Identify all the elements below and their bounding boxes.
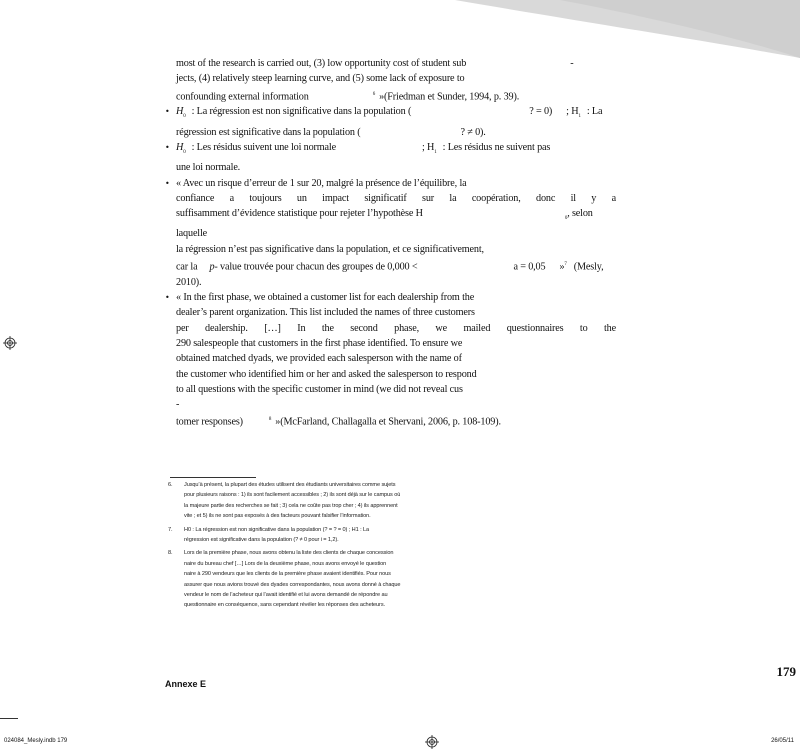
- footnote-8: 8. Lors de la première phase, nous avons obtenu la liste des clients de chaque concession naire du bureau chef […] Lors de la deuxième phase, nous avons envoyé le question naire à 290 vendeurs que les clients de la première phase avaient identifiés. Pour nous assurer que nous avions trouvé des dyades correspondantes, nous avons donné à chaque vendeur le nom de l’acheteur qui l’avait identifié et lui avons demandé de répondre au questionnaire en conséquence, sans cependant révéler les réponses des acheteurs.: [168, 550, 401, 609]
- quote-mcfarland: • « In the first phase, we obtained a customer list for each dealership from the: [164, 290, 616, 305]
- footnotes: [168, 480, 608, 611]
- quote-continuation: most of the research is carried out, (3) low opportunity cost of student sub - jects, (4) relatively steep learning curve, and (5) some lack of exposure to confounding external information $^6$ »(Friedman et Sunder, 1994, p. 39).: [176, 58, 574, 102]
- slug-date: 26/05/11: [771, 738, 794, 744]
- footnote-ref-7[interactable]: 7: [564, 262, 567, 268]
- footnote-ref-6[interactable]: 6: [372, 91, 376, 97]
- hypothesis-regression: • $H_0$ : La régression est non significative dans la population ( ? = 0) ; $H_1$ : La régression est significative dans la population ( ? ≠ 0).: [164, 104, 616, 140]
- trim-line: [0, 718, 18, 719]
- body-text: most of the research is carried out, (3) low opportunity cost of student sub - jects, (4) relatively steep learning curve, and (5) some lack of exposure to confounding external information $^6$ »(Friedman et Sunder, 1994, p. 39). • $H_0$ : La régression est non significative dans la population ( ? = 0) ; $H_1$ : La régression est significative dans la population ( ? ≠ 0). • $H_0$ : Les résidus suivent une loi normale ; $H_1$ : Les résidus ne suivent pas une loi normale. • « Avec un risque d’erreur de 1 sur 20, malgré la présence de l’équilibre, la confiance a toujours un impact significatif sur la coopération, donc il y a suffisamment d’évidence statistique pour rejeter l’hypothèse H $_0$, selon laquelle la régression n’est pas significative dans la population, et ce significativement, car la p- value trouvée pour chacun des groupes de 0,000 < a = 0,05 »$^7$ (Mesly, 2010). • « In the first phase, we obtained a customer list for each dealership from the dealer’s parent organization. This list included the names of three customers per dealership. […] In the second phase, we mailed questionnaires to the 290 salespeople that customers in the first phase identified. To ensure we obtained matched dyads, we provided each salesperson with the name of the customer who identified him or her and asked the salesperson to respond to all questions with the specific customer in mind (we did not reveal cus- tomer responses) $^8$ »(McFarland, Challagalla et Shervani, 2006, p. 108-109).: [164, 56, 616, 430]
- slug-file: 024084_Mesly.indb 179: [4, 738, 68, 744]
- quote-mesly: • « Avec un risque d’erreur de 1 sur 20, malgré la présence de l’équilibre, la: [164, 176, 616, 191]
- footnote-separator: [170, 477, 256, 478]
- registration-mark-icon: [3, 336, 17, 350]
- page-number: 179: [776, 664, 796, 679]
- page-corner-shading: [0, 0, 800, 60]
- footnote-7: 7. H0 : La régression est non significative dans la population (? = ? = 0) ; H1 : La régression est significative dans la population (? ≠ 0 pour i = 1,2).: [168, 526, 369, 544]
- hypothesis-residuals: • $H_0$ : Les résidus suivent une loi normale ; $H_1$ : Les résidus ne suivent pas une loi normale.: [164, 140, 616, 176]
- footnote-ref-8[interactable]: 8: [268, 417, 272, 423]
- footnote-6: 6. Jusqu’à présent, la plupart des études utilisent des étudiants universitaires comme sujets pour plusieurs raisons : 1) ils sont facilement accessibles ; 2) ils sont déjà sur le campus où la majeure partie des recherches se fait ; 3) cela ne coûte pas trop cher ; 4) ils apprennent vite ; et 5) ils ne sont pas exposés à des facteurs pouvant falsifier l’information.: [168, 482, 401, 520]
- running-foot: Annexe E: [165, 679, 207, 689]
- registration-mark-icon: [425, 735, 439, 749]
